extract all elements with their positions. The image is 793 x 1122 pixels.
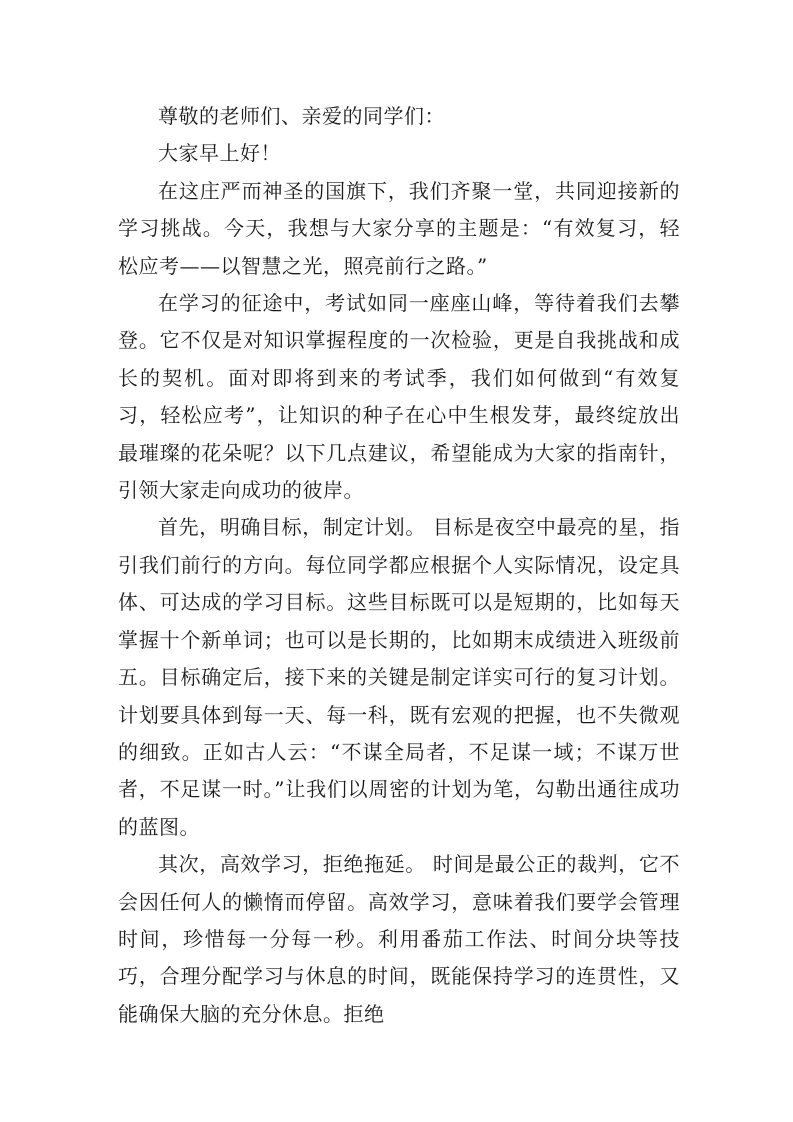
exam-journey-paragraph: 在学习的征途中，考试如同一座座山峰，等待着我们去攀登。它不仅是对知识掌握程度的一次检验，更是自我挑战和成长的契机。面对即将到来的考试季，我们如何做到“有效复习，轻松应考”，让知识的种子在心中生根发芽，最终绽放出最璀璨的花朵呢？以下几点建议，希望能成为大家的指南针，引领大家走向成功的彼岸。 xyxy=(118,291,680,503)
efficient-study-paragraph: 其次，高效学习，拒绝拖延。 时间是最公正的裁判，它不会因任何人的懒惰而停留。高效学习，意味着我们要学会管理时间，珍惜每一分每一秒。利用番茄工作法、时间分块等技巧，合理分配学习与休息的时间，既能保持学习的连贯性，又能确保大脑的充分休息。拒绝 xyxy=(118,852,680,1026)
greeting-paragraph: 大家早上好！ xyxy=(158,141,281,166)
speech-body xyxy=(118,98,680,1033)
salutation-paragraph: 尊敬的老师们、亲爱的同学们： xyxy=(158,104,445,128)
intro-paragraph: 在这庄严而神圣的国旗下，我们齐聚一堂，共同迎接新的学习挑战。今天，我想与大家分享的主题是：“有效复习，轻松应考——以智慧之光，照亮前行之路。” xyxy=(118,178,680,278)
goals-plan-paragraph: 首先，明确目标，制定计划。 目标是夜空中最亮的星，指引我们前行的方向。每位同学都应根据个人实际情况，设定具体、可达成的学习目标。这些目标既可以是短期的，比如每天掌握十个新单词；也可以是长期的，比如期末成绩进入班级前五。目标确定后，接下来的关键是制定详实可行的复习计划。计划要具体到每一天、每一科，既有宏观的把握，也不失微观的细致。正如古人云：“不谋全局者，不足谋一域；不谋万世者，不足谋一时。”让我们以周密的计划为笔，勾勒出通往成功的蓝图。 xyxy=(118,515,680,839)
